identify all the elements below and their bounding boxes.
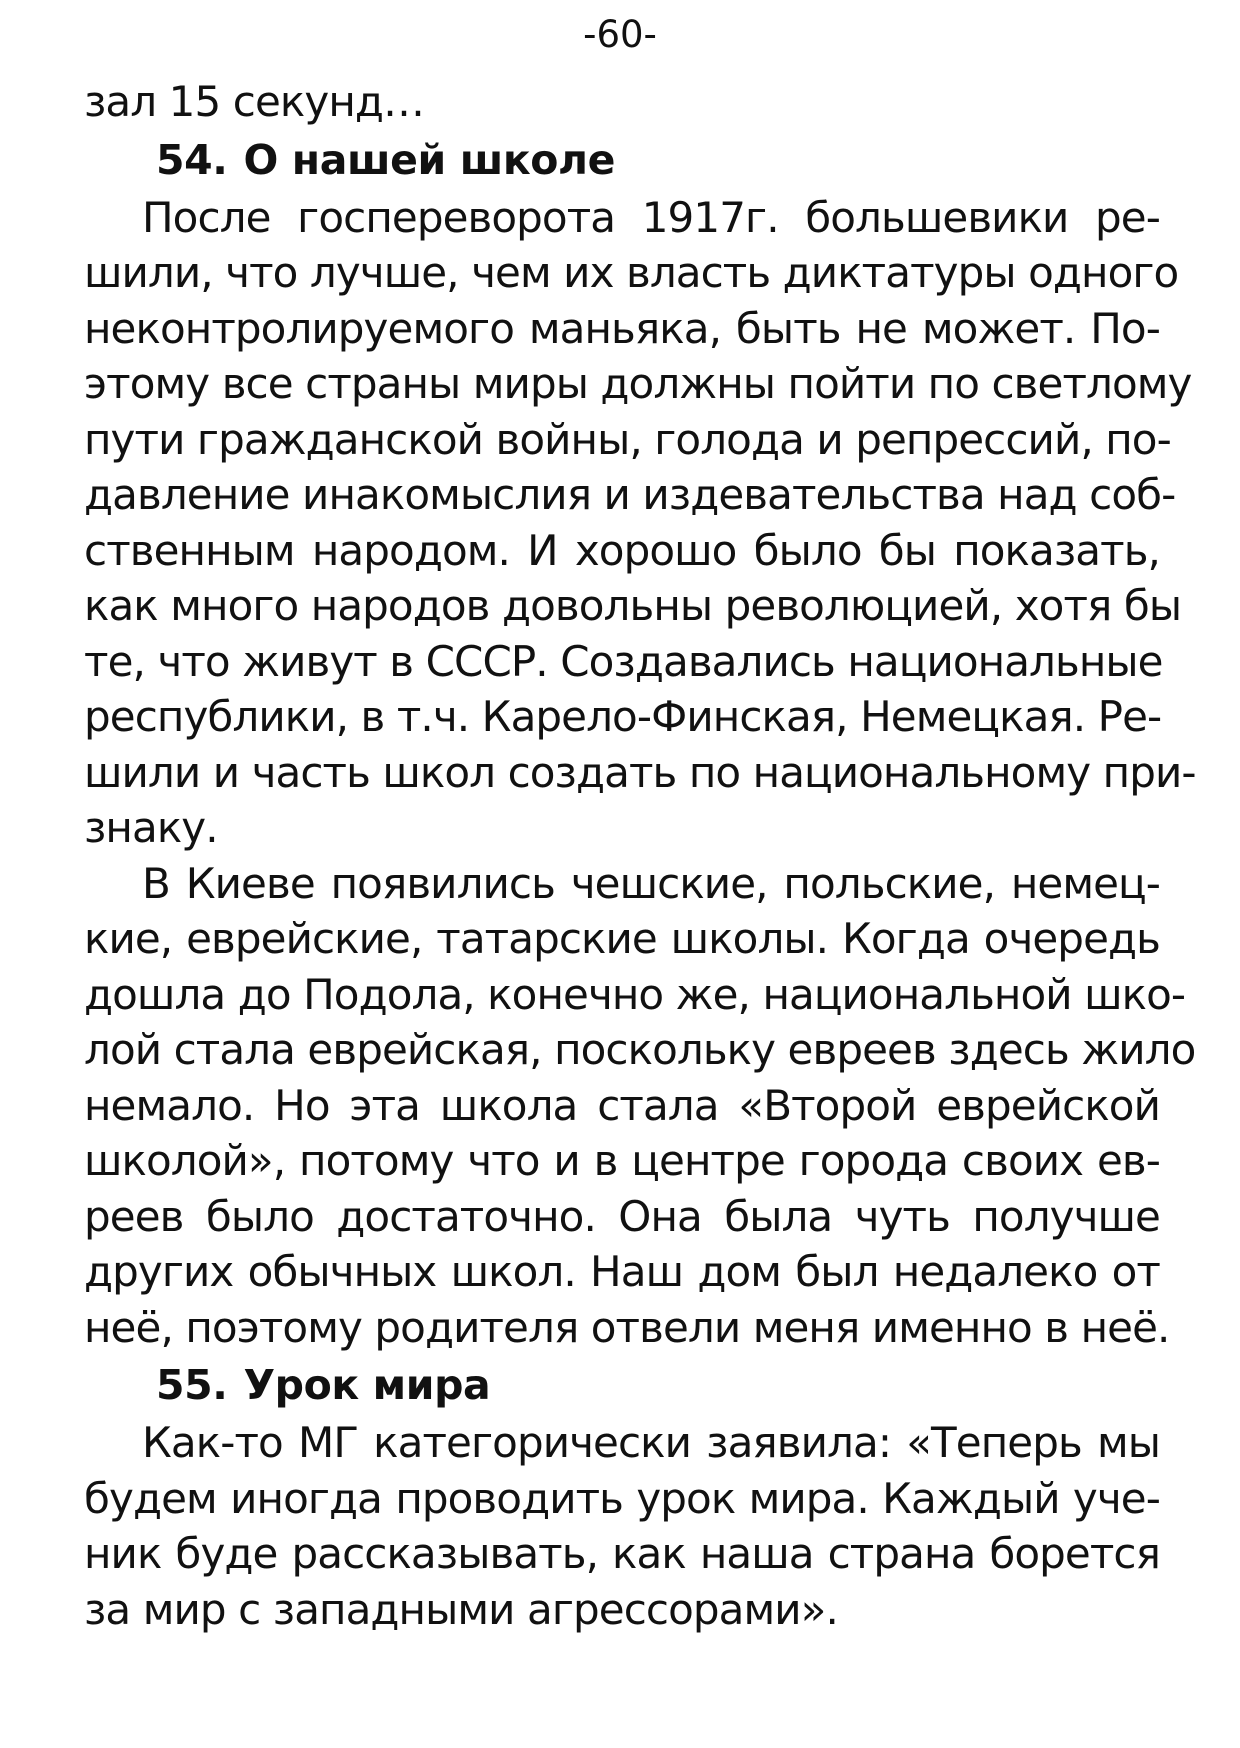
section-55-title: Урок мира [243, 1361, 491, 1409]
paragraph-line: школой», потому что и в центре города своих ев- [84, 1136, 1160, 1185]
paragraph-line: шили, что лучше, чем их власть диктатуры одного [84, 248, 1179, 297]
section-54-title: О нашей школе [243, 135, 616, 184]
section-54-paragraph-2 [84, 856, 1196, 1356]
paragraph-line: немало. Но эта школа стала «Второй еврейской [84, 1080, 1160, 1130]
paragraph-line: дошла до Подола, конечно же, национальной шко- [84, 969, 1186, 1019]
page-number: -60- [583, 13, 657, 56]
section-55-paragraph-1 [84, 1415, 1160, 1637]
paragraph-line: знаку. [84, 803, 218, 852]
paragraph-line: как много народов довольны революцией, хотя бы [84, 581, 1182, 630]
section-55-heading [84, 1355, 1160, 1415]
paragraph-line: пути гражданской войны, голода и репрессий, по- [84, 414, 1171, 464]
paragraph-line: шили и часть школ создать по национальному при- [84, 747, 1196, 797]
section-54-paragraph-1 [84, 190, 1196, 856]
paragraph-line: лой стала еврейская, поскольку евреев здесь жило [84, 1025, 1196, 1074]
intro-line: зал 15 секунд… [84, 77, 425, 126]
paragraph-line: ственным народом. И хорошо было бы показать, [84, 525, 1160, 575]
paragraph-line: за мир с западными агрессорами». [84, 1584, 838, 1634]
paragraph-line: неё, поэтому родителя отвели меня именно в неё. [84, 1302, 1170, 1352]
section-55-number: 55. [156, 1361, 228, 1409]
paragraph-line: Как-то МГ категорически заявила: «Теперь мы [142, 1418, 1160, 1467]
paragraph-line: этому все страны миры должны пойти по светлому [84, 359, 1192, 408]
section-54-number: 54. [156, 135, 228, 184]
paragraph-line: кие, еврейские, татарские школы. Когда очередь [84, 914, 1160, 963]
page-content [84, 74, 1196, 1637]
paragraph-line: реев было достаточно. Она была чуть получше [84, 1191, 1160, 1241]
paragraph-line: республики, в т.ч. Карело-Финская, Немецкая. Ре- [84, 692, 1162, 741]
section-54-heading [84, 130, 1160, 190]
paragraph-line: ник буде рассказывать, как наша страна борется [84, 1529, 1160, 1578]
paragraph-line: После госпереворота 1917г. большевики ре- [142, 192, 1160, 242]
paragraph-line: В Киеве появились чешские, польские, немец- [142, 858, 1160, 908]
paragraph-line: те, что живут в СССР. Создавались национальные [84, 636, 1163, 686]
paragraph-line: будем иногда проводить урок мира. Каждый уче- [84, 1473, 1160, 1523]
paragraph-line: других обычных школ. Наш дом был недалеко от [84, 1247, 1160, 1296]
paragraph-line: неконтролируемого маньяка, быть не может. По- [84, 303, 1160, 353]
paragraph-line: давление инакомыслия и издевательства над соб- [84, 470, 1176, 519]
